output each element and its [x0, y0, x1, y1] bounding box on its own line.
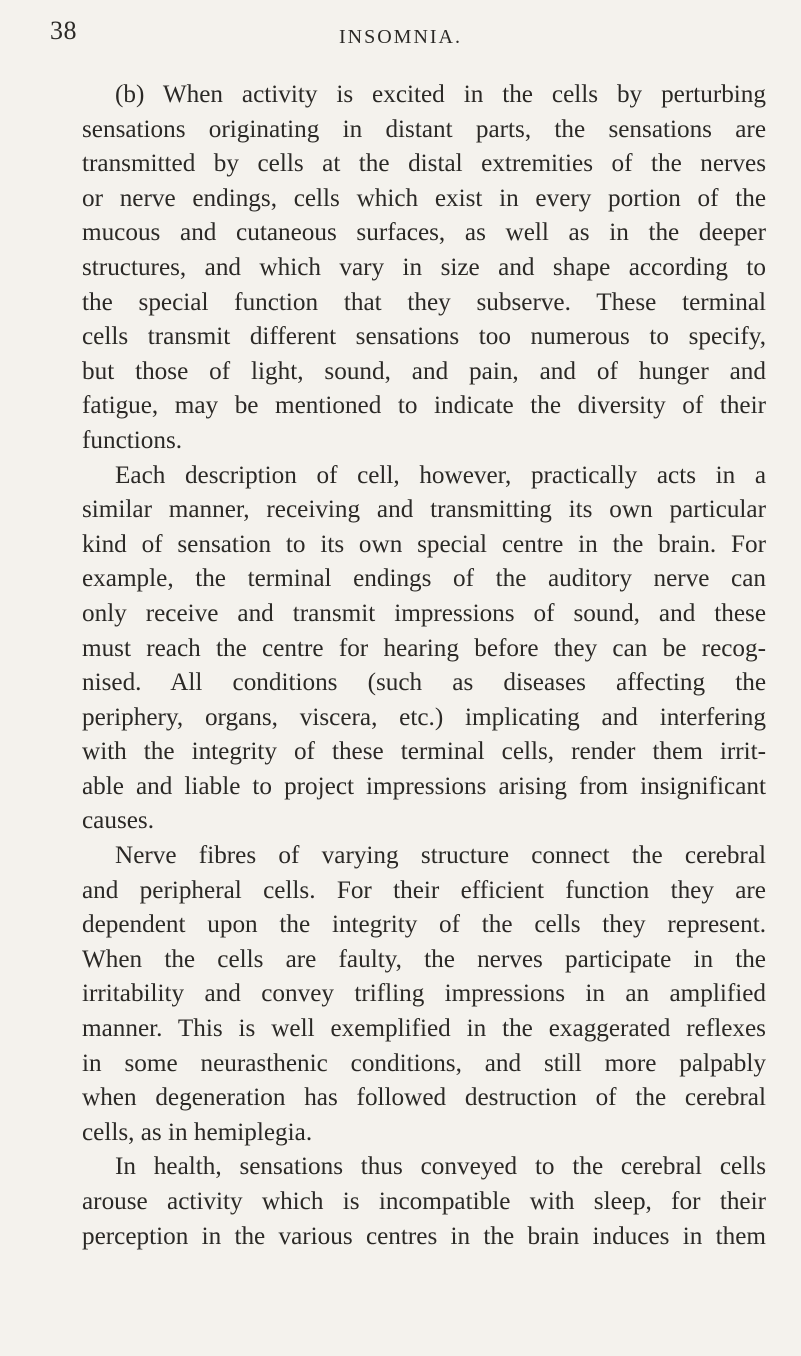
text-line: and peripheral cells. For their efficient function they are — [82, 876, 766, 904]
text-line: example, the terminal endings of the auditory nerve can — [82, 565, 766, 593]
text-line: manner. This is well exemplified in the exaggerated reflexes — [82, 1015, 766, 1043]
text-line: functions. — [82, 426, 183, 454]
text-line: mucous and cutaneous surfaces, as well as in the deeper — [82, 219, 766, 247]
page-number: 38 — [50, 16, 77, 45]
text-line: in some neurasthenic conditions, and still more palpably — [82, 1049, 766, 1077]
text-line: when degeneration has followed destruction of the cerebral — [82, 1084, 766, 1112]
text-line: In health, sensations thus conveyed to the cerebral cells — [115, 1153, 766, 1181]
text-line: irritability and convey trifling impressions in an amplified — [82, 980, 766, 1008]
text-line: perception in the various centres in the brain induces in them — [82, 1222, 766, 1250]
text-line: arouse activity which is incompatible with sleep, for their — [82, 1188, 766, 1215]
text-line: similar manner, receiving and transmitting its own particular — [82, 496, 766, 524]
text-line: fatigue, may be mentioned to indicate the diversity of their — [82, 392, 766, 420]
text-line: but those of light, sound, and pain, and of hunger and — [82, 357, 766, 385]
text-line: dependent upon the integrity of the cells they represent. — [82, 911, 766, 939]
text-line: Each description of cell, however, practically acts in a — [115, 461, 766, 489]
text-line: cells transmit different sensations too numerous to specify, — [82, 323, 766, 351]
text-line: Nerve fibres of varying structure connect the cerebral — [115, 842, 766, 870]
text-line: nised. All conditions (such as diseases affecting the — [82, 669, 766, 697]
text-line: with the integrity of these terminal cells, render them irrit- — [82, 738, 766, 766]
text-line: must reach the centre for hearing before they can be recog- — [82, 634, 766, 662]
text-line: transmitted by cells at the distal extremities of the nerves — [82, 150, 766, 178]
text-line: or nerve endings, cells which exist in every portion of the — [82, 184, 766, 212]
text-line: able and liable to project impressions arising from insignificant — [82, 772, 766, 800]
text-line: cells, as in hemiplegia. — [82, 1118, 313, 1146]
text-line: causes. — [82, 807, 155, 835]
text-line: the special function that they subserve. These terminal — [82, 288, 766, 316]
body-text — [82, 78, 766, 1254]
text-line: (b) When activity is excited in the cells by perturbing — [115, 81, 766, 108]
text-line: periphery, organs, viscera, etc.) implicating and interfering — [82, 703, 766, 731]
text-line: only receive and transmit impressions of sound, and these — [82, 599, 766, 627]
text-line: sensations originating in distant parts, the sensations are — [82, 115, 766, 143]
running-title: INSOMNIA. — [339, 26, 462, 48]
text-line: kind of sensation to its own special centre in the brain. For — [82, 530, 766, 558]
text-line: When the cells are faulty, the nerves participate in the — [82, 945, 766, 973]
text-line: structures, and which vary in size and shape according to — [82, 253, 766, 281]
